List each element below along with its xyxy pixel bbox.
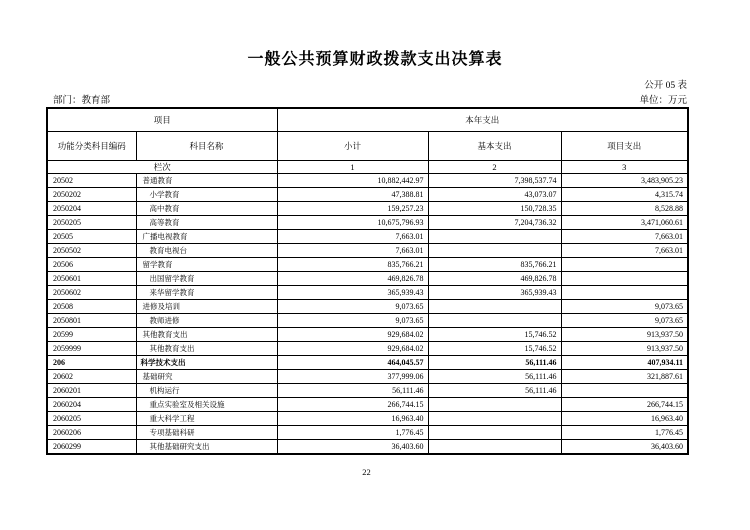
table-row [47,411,688,425]
table-code-label: 公开 05 表 [644,81,687,91]
cell-code: 2060201 [47,383,136,397]
cell-project-expenditure: 407,934.11 [561,355,688,369]
cell-code: 20602 [47,369,136,383]
cell-code: 20508 [47,299,136,313]
department-label: 部门：教育部 [53,96,111,106]
header-group-row [47,108,688,131]
table-row [47,341,688,355]
cell-project-expenditure: 3,483,905.23 [561,173,688,187]
cell-subject-name: 高等教育 [136,215,277,229]
cell-project-expenditure: 321,887.61 [561,369,688,383]
cell-basic-expenditure: 469,826.78 [428,271,561,285]
cell-basic-expenditure: 56,111.46 [428,369,561,383]
table-header [47,108,688,173]
cell-subtotal: 36,403.60 [277,439,428,454]
header-current-year-group: 本年支出 [277,108,688,131]
table-row [47,285,688,299]
table-row [47,187,688,201]
cell-subtotal: 469,826.78 [277,271,428,285]
cell-project-expenditure: 8,528.88 [561,201,688,215]
cell-subtotal: 266,744.15 [277,397,428,411]
cell-project-expenditure: 16,963.40 [561,411,688,425]
cell-subtotal: 159,257.23 [277,201,428,215]
cell-project-expenditure: 7,663.01 [561,243,688,257]
cell-basic-expenditure [428,243,561,257]
cell-subtotal: 10,675,796.93 [277,215,428,229]
table-row [47,327,688,341]
cell-project-expenditure: 266,744.15 [561,397,688,411]
cell-subject-name: 机构运行 [136,383,277,397]
cell-subtotal: 464,045.57 [277,355,428,369]
cell-code: 20599 [47,327,136,341]
page-title: 一般公共预算财政拨款支出决算表 [247,51,503,68]
cell-project-expenditure: 4,315.74 [561,187,688,201]
page-number: 22 [362,467,371,477]
cell-basic-expenditure [428,411,561,425]
cell-subject-name: 其他基础研究支出 [136,439,277,454]
header-subject-name: 科目名称 [136,131,277,160]
table-row [47,229,688,243]
cell-subtotal: 56,111.46 [277,383,428,397]
table-row [47,383,688,397]
header-column-row-label: 栏次 [47,160,277,173]
header-code: 功能分类科目编码 [47,131,136,160]
cell-code: 2060206 [47,425,136,439]
unit-label: 单位：万元 [639,96,687,106]
cell-code: 2050601 [47,271,136,285]
cell-code: 2059999 [47,341,136,355]
cell-subject-name: 教育电视台 [136,243,277,257]
cell-project-expenditure [561,285,688,299]
cell-subject-name: 来华留学教育 [136,285,277,299]
header-basic-expenditure: 基本支出 [428,131,561,160]
cell-code: 2050602 [47,285,136,299]
cell-subject-name: 留学教育 [136,257,277,271]
cell-subject-name: 高中教育 [136,201,277,215]
cell-code: 2050502 [47,243,136,257]
cell-subject-name: 其他教育支出 [136,327,277,341]
cell-basic-expenditure: 150,728.35 [428,201,561,215]
cell-basic-expenditure: 56,111.46 [428,355,561,369]
cell-subject-name: 小学教育 [136,187,277,201]
cell-basic-expenditure: 835,766.21 [428,257,561,271]
cell-code: 2050204 [47,201,136,215]
cell-basic-expenditure [428,299,561,313]
budget-table [46,107,689,455]
table-row [47,397,688,411]
cell-subtotal: 929,684.02 [277,327,428,341]
cell-subject-name: 重大科学工程 [136,411,277,425]
cell-basic-expenditure [428,229,561,243]
table-row [47,299,688,313]
cell-code: 2050202 [47,187,136,201]
cell-subject-name: 基础研究 [136,369,277,383]
table-row [47,271,688,285]
cell-subtotal: 7,663.01 [277,229,428,243]
cell-subject-name: 专项基础科研 [136,425,277,439]
cell-subtotal: 9,073.65 [277,299,428,313]
table-row [47,355,688,369]
cell-basic-expenditure: 7,204,736.32 [428,215,561,229]
table-body [47,173,688,454]
header-col-1: 1 [277,160,428,173]
cell-subject-name: 其他教育支出 [136,341,277,355]
cell-project-expenditure [561,383,688,397]
cell-subtotal: 835,766.21 [277,257,428,271]
table-row [47,201,688,215]
cell-subtotal: 365,939.43 [277,285,428,299]
cell-basic-expenditure: 15,746.52 [428,341,561,355]
cell-subject-name: 出国留学教育 [136,271,277,285]
table-row [47,369,688,383]
cell-subtotal: 7,663.01 [277,243,428,257]
cell-subject-name: 广播电视教育 [136,229,277,243]
cell-basic-expenditure: 7,398,537.74 [428,173,561,187]
cell-project-expenditure: 913,937.50 [561,341,688,355]
cell-subtotal: 47,388.81 [277,187,428,201]
cell-code: 2060204 [47,397,136,411]
cell-code: 2060299 [47,439,136,454]
cell-code: 2050205 [47,215,136,229]
cell-basic-expenditure: 56,111.46 [428,383,561,397]
header-columns-row [47,131,688,160]
cell-subject-name: 教师进修 [136,313,277,327]
cell-code: 20506 [47,257,136,271]
cell-subtotal: 10,882,442.97 [277,173,428,187]
cell-subject-name: 普通教育 [136,173,277,187]
cell-subject-name: 科学技术支出 [136,355,277,369]
cell-subtotal: 16,963.40 [277,411,428,425]
cell-project-expenditure: 36,403.60 [561,439,688,454]
cell-basic-expenditure [428,425,561,439]
table-row [47,173,688,187]
cell-basic-expenditure [428,397,561,411]
table-row [47,439,688,454]
cell-project-expenditure: 9,073.65 [561,313,688,327]
cell-project-expenditure: 3,471,060.61 [561,215,688,229]
cell-code: 2050801 [47,313,136,327]
cell-subtotal: 1,776.45 [277,425,428,439]
cell-code: 206 [47,355,136,369]
cell-project-expenditure: 913,937.50 [561,327,688,341]
cell-basic-expenditure: 43,073.07 [428,187,561,201]
cell-project-expenditure: 7,663.01 [561,229,688,243]
cell-basic-expenditure: 15,746.52 [428,327,561,341]
header-subtotal: 小计 [277,131,428,160]
cell-subject-name: 重点实验室及相关设施 [136,397,277,411]
header-project-group: 项目 [47,108,277,131]
cell-subtotal: 9,073.65 [277,313,428,327]
cell-project-expenditure [561,271,688,285]
header-index-row [47,160,688,173]
cell-code: 20505 [47,229,136,243]
cell-project-expenditure: 9,073.65 [561,299,688,313]
cell-project-expenditure [561,257,688,271]
cell-subtotal: 377,999.06 [277,369,428,383]
cell-project-expenditure: 1,776.45 [561,425,688,439]
header-col-2: 2 [428,160,561,173]
cell-code: 2060205 [47,411,136,425]
table-row [47,243,688,257]
table-row [47,215,688,229]
header-project-expenditure: 项目支出 [561,131,688,160]
header-col-3: 3 [561,160,688,173]
cell-basic-expenditure: 365,939.43 [428,285,561,299]
cell-code: 20502 [47,173,136,187]
table-row [47,425,688,439]
cell-basic-expenditure [428,439,561,454]
cell-basic-expenditure [428,313,561,327]
cell-subtotal: 929,684.02 [277,341,428,355]
cell-subject-name: 进修及培训 [136,299,277,313]
table-row [47,257,688,271]
table-row [47,313,688,327]
